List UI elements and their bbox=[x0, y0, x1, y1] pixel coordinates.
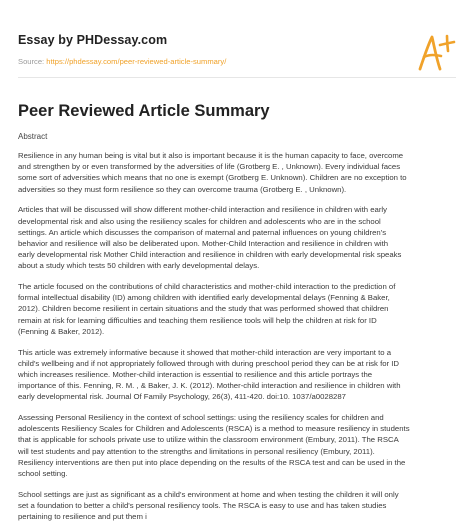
site-title: Essay by PHDessay.com bbox=[18, 33, 168, 47]
paragraph: The article focused on the contributions of child characteristics and mother-child interaction to the prediction of formal intellectual disability (ID) among children with identified early developmental delays (Fenning & Baker, 2012). Children become resilient in certain situations and the study that was performed showed that children remain at risk for learning difficulties and teaching them resilience tools will help the children at risk for ID (Fenning & Baker, 2012). bbox=[18, 282, 396, 336]
paragraph: Resilience in any human being is vital but it also is important because it is the human capacity to face, overcome and strengthen by or even transformed by the adversities of life (Grotberg E. , Unknown). Every individual faces some sort of adversities which means that no one is exempt (Grotberg E. Unknown). Children are no exception to adversities so they must form resilience so they can overcome trauma (Grotberg E. , Unknown). bbox=[18, 151, 407, 194]
paragraph: This article was extremely informative because it showed that mother-child interaction are very important to a child's wellbeing and if not appropriately followed through with during preschool period they can be at risk for ID which increases resilience. Mother-child interaction is essential to resilience and this article portrays the importance of this. Fenning, R. M. , & Baker, J. K. (2012). Mother-child interaction and resilience in children with early developmental risk. Journal Of Family Psychology, 26(3), 411-420. doi:10. 1037/a0028287 bbox=[18, 347, 401, 402]
source-line bbox=[18, 57, 226, 66]
paragraph: Assessing Personal Resiliency in the context of school settings: using the resiliency scales for children and adolescents Resiliency Scales for Children and Adolescents (RSCA) is a method to measure resiliency in students that is applicable for schools private use to utilize within the classroom environment (Embury, 2011). The RSCA will test students and pay attention to the strengths and limitations in personal resiliency (Embury, 2011). Resiliency interventions are then put into place depending on the results of the RSCA test and can be used in the school setting. bbox=[18, 413, 410, 479]
source-link[interactable]: https://phdessay.com/peer-reviewed-article-summary/ bbox=[46, 57, 227, 66]
a-plus-logo-icon bbox=[414, 31, 456, 73]
article-body bbox=[18, 150, 456, 532]
article-title: Peer Reviewed Article Summary bbox=[18, 102, 270, 120]
header-divider bbox=[18, 77, 456, 78]
abstract-label: Abstract bbox=[18, 132, 48, 141]
paragraph: School settings are just as significant as a child's environment at home and when testing the children it will only set a foundation to better a child's personal resiliency tools. The RSCA is easy to use and has taken studies pertaining to resilience and put them i bbox=[18, 489, 399, 522]
source-label: Source: bbox=[18, 57, 47, 66]
paragraph: Articles that will be discussed will show different mother-child interaction and resilience in children with early developmental risk and also using the resiliency scales for children and adolescents who are in the school settings. An article which discusses the comparison of maternal and paternal influences on young children's behavior and resilience will also be deliberated upon. Mother-Child Interaction and resilience in children with early developmental risk Mother Child interaction and resilience in children with early developmental risk speaks about a study which tests 50 children with early developmental delays. bbox=[18, 205, 402, 271]
